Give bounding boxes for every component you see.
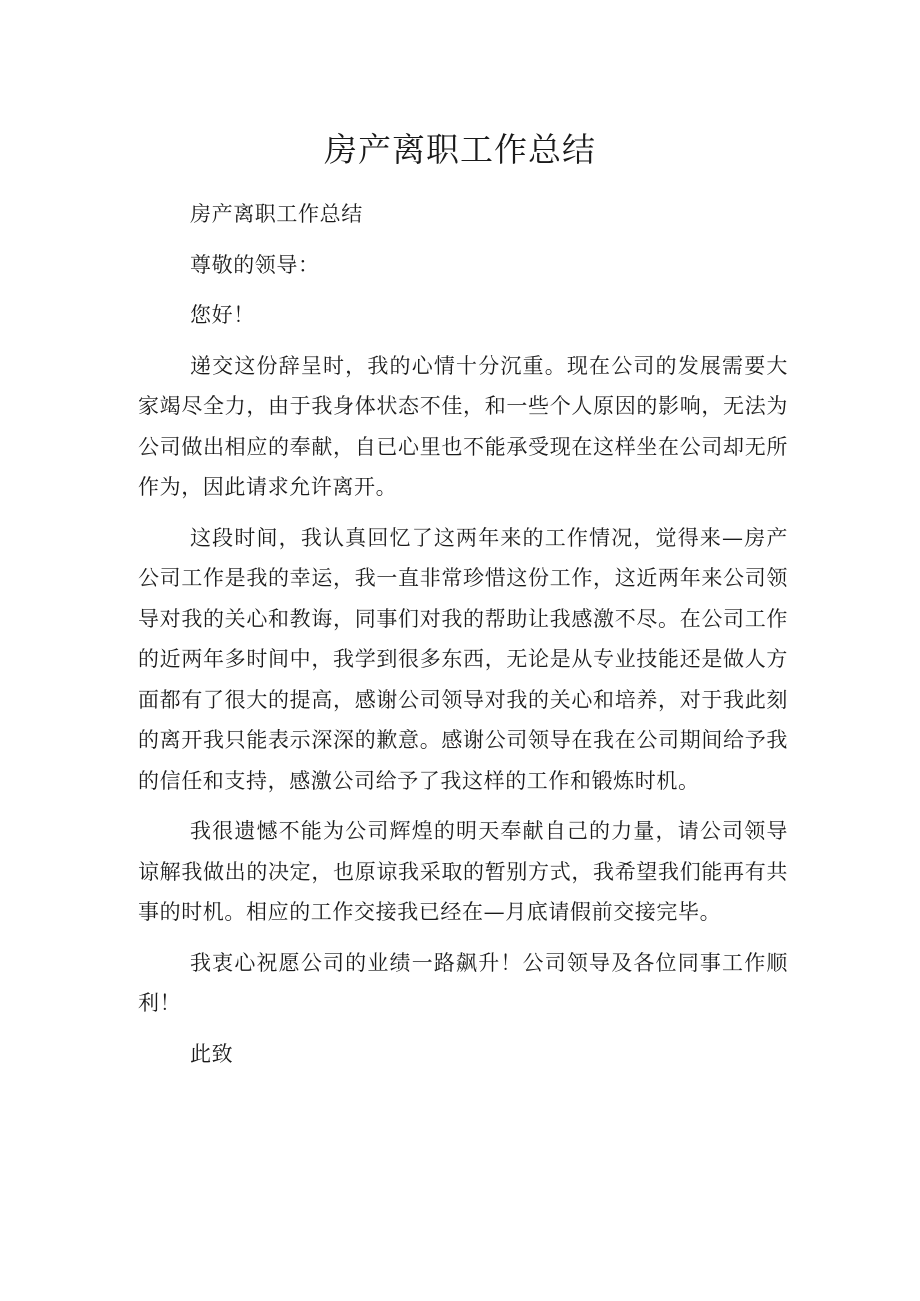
paragraph-greeting: 您好！ [190,303,255,327]
paragraph-closing: 此致 [190,1041,234,1066]
paragraph-salutation: 尊敬的领导： [190,252,320,277]
document-title: 房产离职工作总结 [324,130,596,169]
paragraph-body-2: 这段时间，我认真回忆了这两年来的工作情况，觉得来—房产公司工作是我的幸运，我一直非常珍惜这份工作，这近两年来公司领导对我的关心和教诲，同事们对我的帮助让我感激不尽。在公司工作的近两年多时间中，我学到很多东西，无论是从专业技能还是做人方面都有了很大的提高，感谢公司领导对我的关心和培养，对于我此刻的离开我只能表示深深的歉意。感谢公司领导在我在公司期间给予我的信任和支持，感激公司给予了我这样的工作和锻炼时机。 [138,525,788,793]
paragraph-subtitle: 房产离职工作总结 [190,202,363,226]
paragraph-body-1: 递交这份辞呈时，我的心情十分沉重。现在公司的发展需要大家竭尽全力，由于我身体状态不佳，和一些个人原因的影响，无法为公司做出相应的奉献，自已心里也不能承受现在这样坐在公司却无所作为，因此请求允许离开。 [138,353,788,499]
paragraph-body-3: 我很遗憾不能为公司辉煌的明天奉献自己的力量，请公司领导谅解我做出的决定，也原谅我采取的暂别方式，我希望我们能再有共事的时机。相应的工作交接我已经在—月底请假前交接完毕。 [138,819,788,924]
document-body [138,194,788,1084]
paragraph-body-4: 我衷心祝愿公司的业绩一路飙升！公司领导及各位同事工作顺利！ [138,950,788,1015]
